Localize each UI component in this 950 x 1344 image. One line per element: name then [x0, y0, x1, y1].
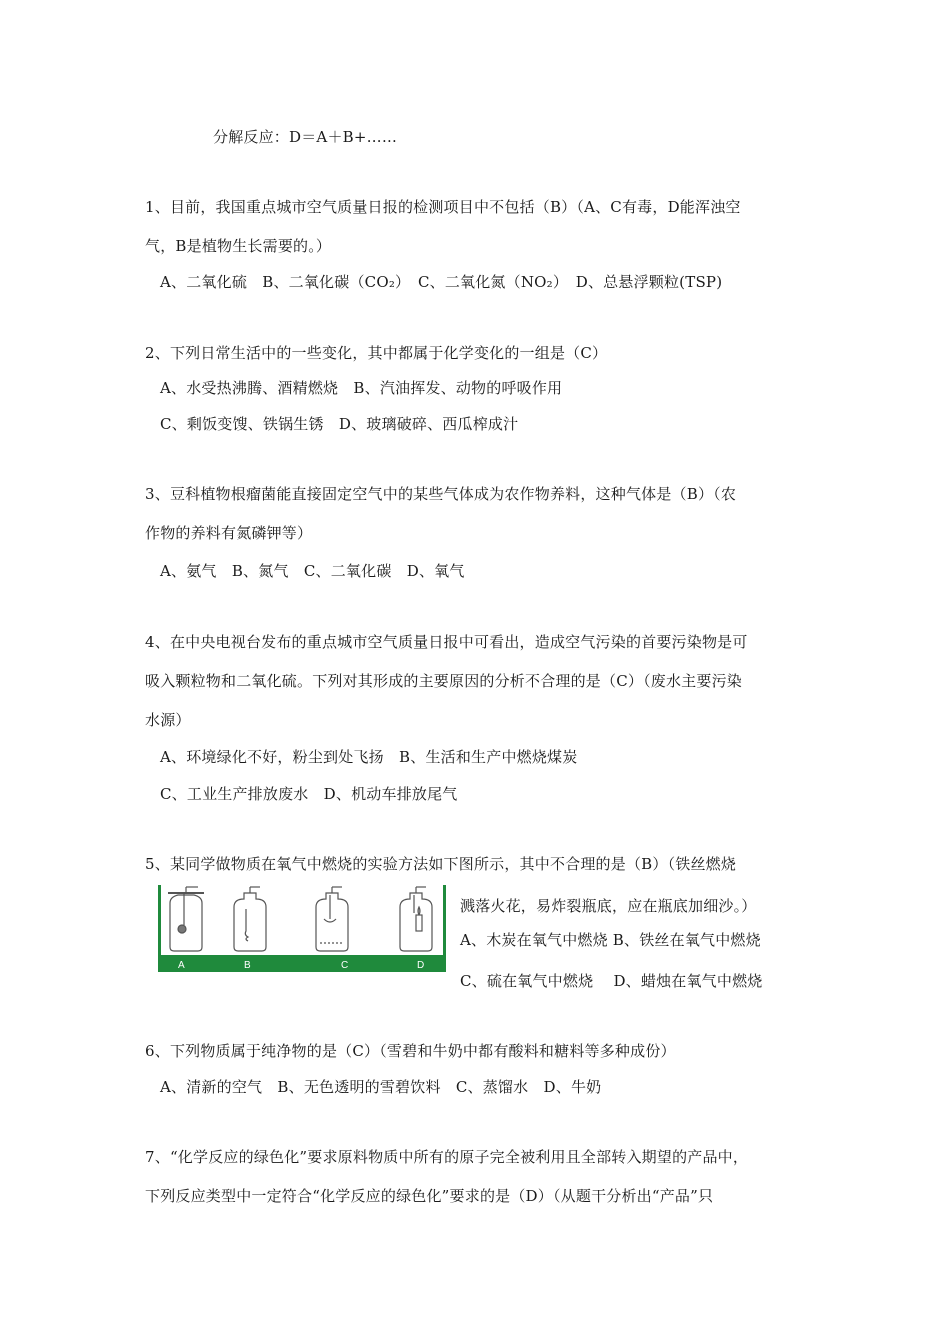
q7-line1: 7、“化学反应的绿色化”要求原料物质中所有的原子完全被利用且全部转入期望的产品中，: [145, 1148, 749, 1166]
q6-options: A、清新的空气 B、无色透明的雪碧饮料 C、蒸馏水 D、牛奶: [160, 1078, 602, 1096]
figure-label-bar: [158, 955, 446, 972]
q7-line2: 下列反应类型中一定符合“化学反应的绿色化”要求的是（D）（从题干分析出“产品”只: [145, 1187, 714, 1205]
q1-options: A、二氧化硫 B、二氧化碳（CO₂） C、二氧化氮（NO₂） D、总悬浮颗粒(TSP): [160, 273, 723, 291]
q4-line1: 4、在中央电视台发布的重点城市空气质量日报中可看出，造成空气污染的首要污染物是可: [145, 633, 748, 651]
combustion-experiment-figure: [158, 885, 446, 972]
q4-line2: 吸入颗粒物和二氧化硫。下列对其形成的主要原因的分析不合理的是（C）（废水主要污染: [145, 672, 742, 690]
q1-line2: 气，B是植物生长需要的。）: [145, 237, 332, 255]
q4-option-line1: A、环境绿化不好，粉尘到处飞扬 B、生活和生产中燃烧煤炭: [160, 748, 578, 766]
q2-option-line1: A、水受热沸腾、酒精燃烧 B、汽油挥发、动物的呼吸作用: [160, 379, 563, 397]
q2-option-line2: C、剩饭变馊、铁锅生锈 D、玻璃破碎、西瓜榨成汁: [160, 415, 519, 433]
figure-label-a: A: [178, 960, 185, 971]
q4-line3: 水源）: [145, 711, 191, 729]
figure-label-c: C: [341, 960, 349, 971]
q5-line1: 5、某同学做物质在氧气中燃烧的实验方法如下图所示，其中不合理的是（B）（铁丝燃烧: [145, 855, 737, 873]
figure-label-b: B: [244, 960, 251, 971]
q4-option-line2: C、工业生产排放废水 D、机动车排放尾气: [160, 785, 458, 803]
q1-line1: 1、目前，我国重点城市空气质量日报的检测项目中不包括（B）（A、C有毒，D能浑浊空: [145, 198, 741, 216]
q3-line1: 3、豆科植物根瘤菌能直接固定空气中的某些气体成为农作物养料，这种气体是（B）（农: [145, 485, 737, 503]
q3-line2: 作物的养料有氮磷钾等）: [145, 524, 313, 542]
q2-line1: 2、下列日常生活中的一些变化，其中都属于化学变化的一组是（C）: [145, 344, 608, 362]
header-line: 分解反应：D＝A＋B+……: [213, 128, 398, 146]
q5-option-line1: A、木炭在氧气中燃烧 B、铁丝在氧气中燃烧: [460, 931, 761, 949]
figure-right-border: [443, 885, 446, 955]
q3-options: A、氨气 B、氮气 C、二氧化碳 D、氧气: [160, 562, 465, 580]
figure-left-border: [158, 885, 161, 955]
q5-option-line2: C、硫在氧气中燃烧 D、蜡烛在氧气中燃烧: [460, 972, 763, 990]
q6-line1: 6、下列物质属于纯净物的是（C）（雪碧和牛奶中都有酸料和糖料等多种成份）: [145, 1042, 676, 1060]
q5-line2: 溅落火花，易炸裂瓶底，应在瓶底加细沙。）: [460, 897, 757, 915]
figure-label-d: D: [417, 960, 425, 971]
